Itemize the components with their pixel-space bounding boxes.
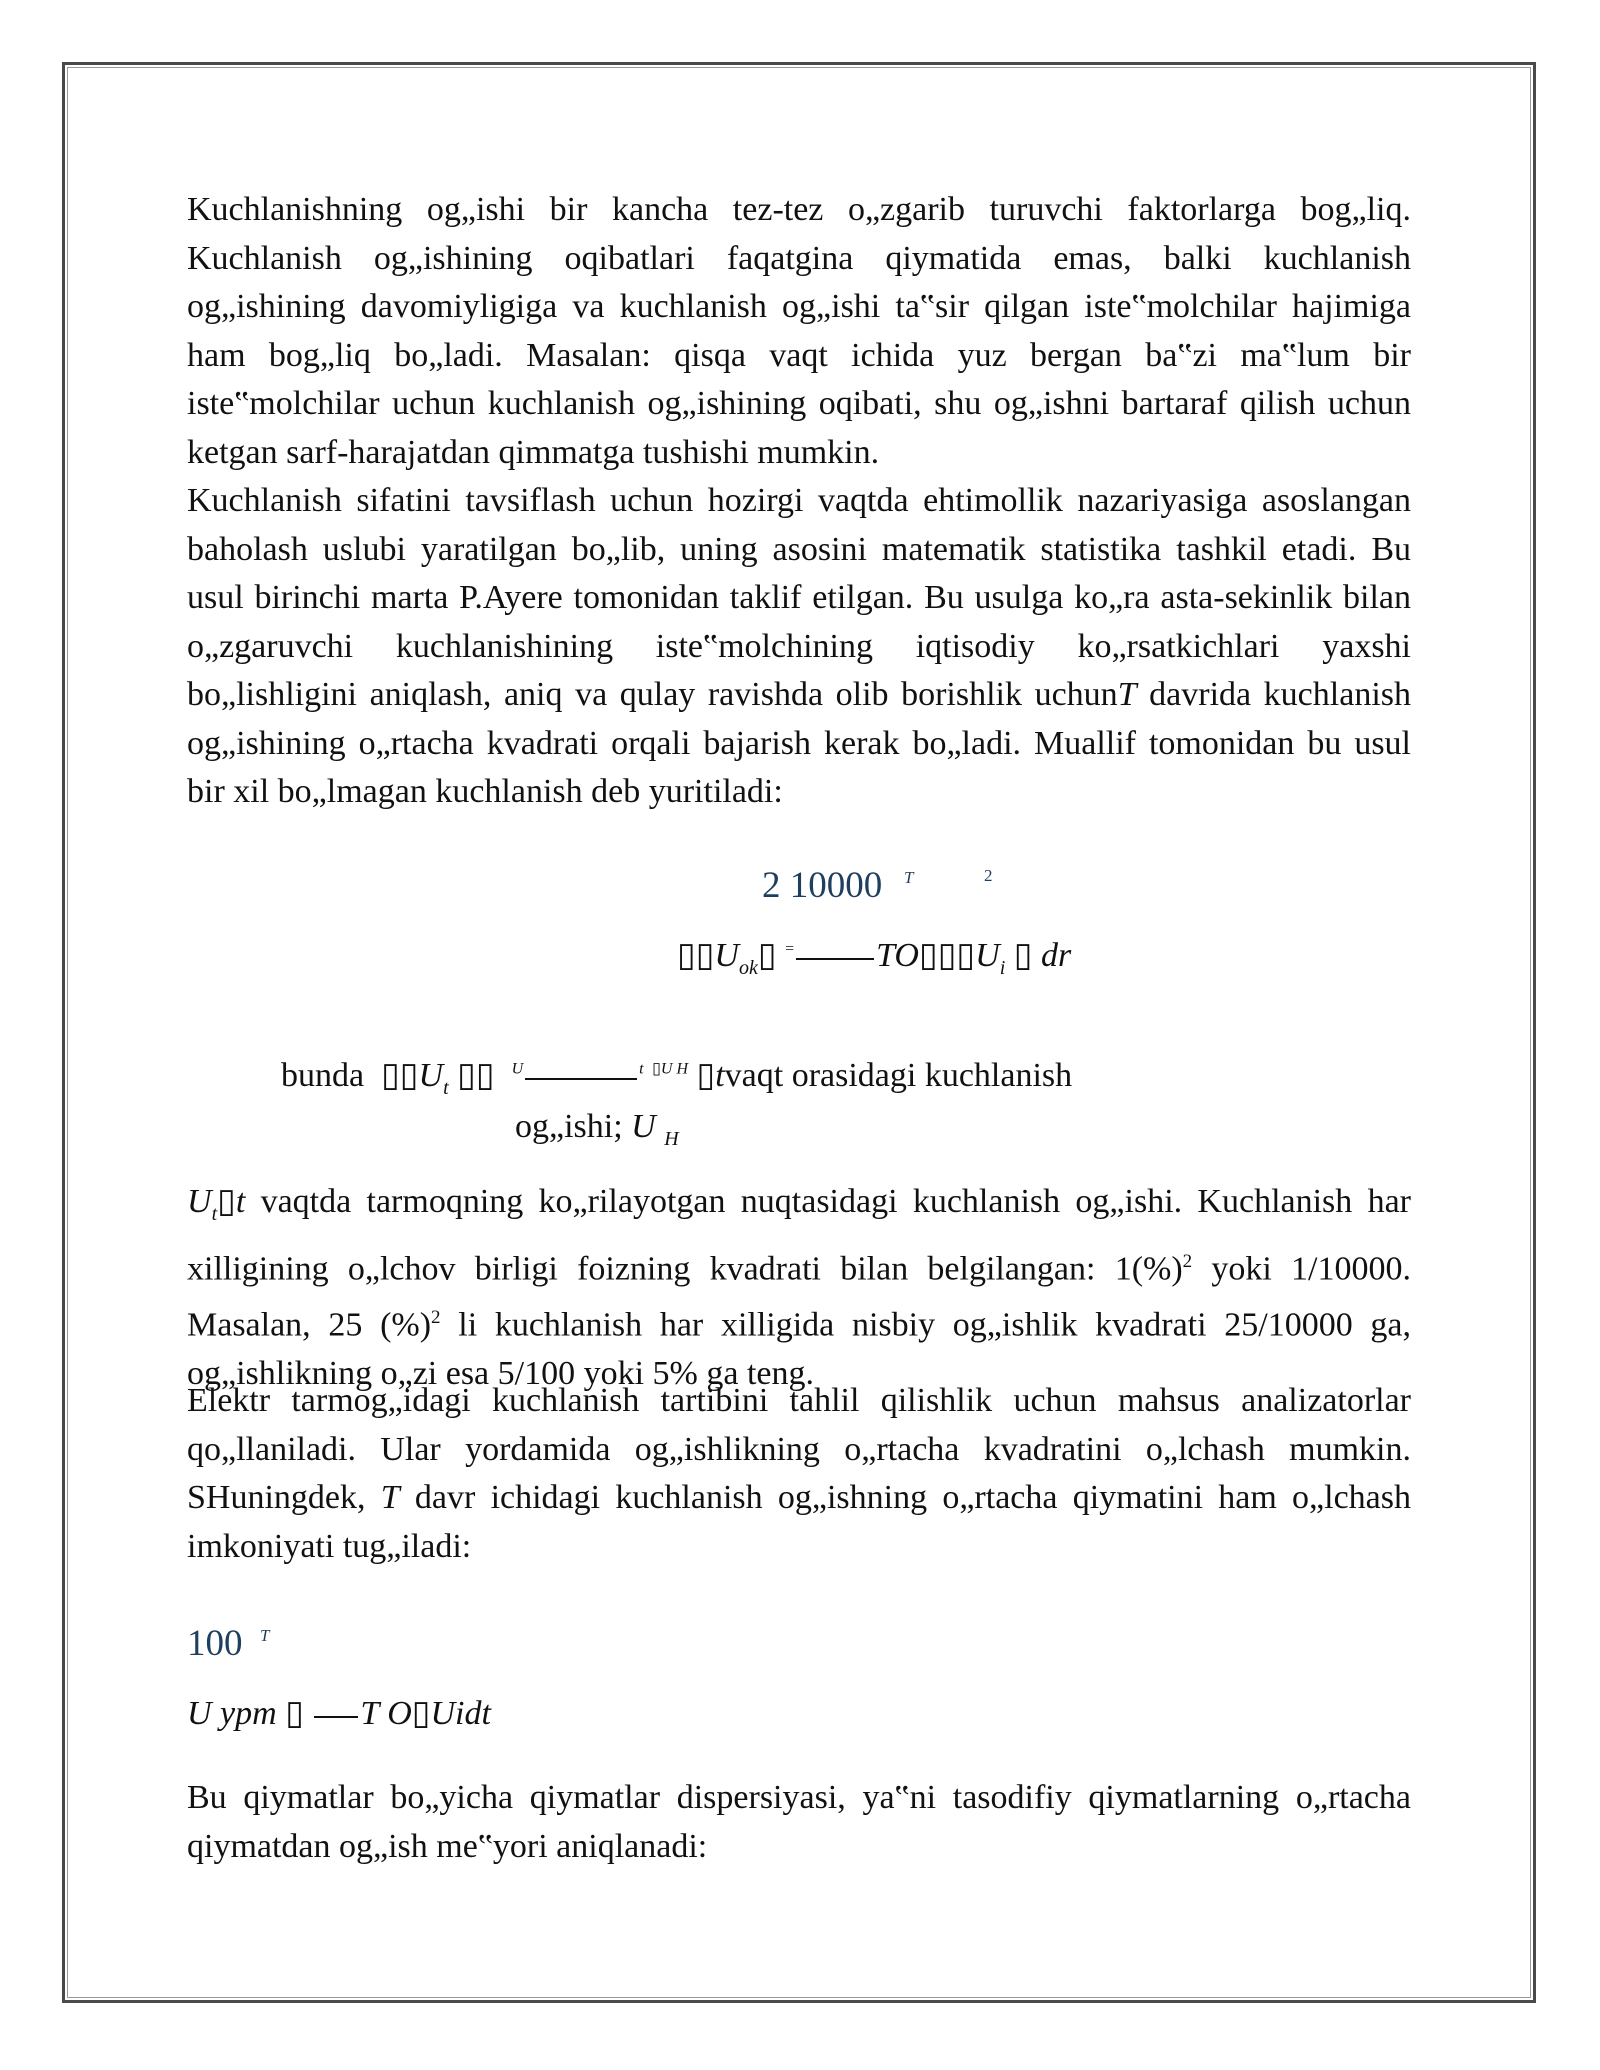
bunda-line-2-H: H <box>664 1127 679 1150</box>
formula-1-U: U <box>714 937 739 974</box>
bunda-tail: vaqt orasidagi kuchlanish <box>724 1057 1073 1094</box>
paragraph-2-T: T <box>1117 676 1137 713</box>
paragraph-1: Kuchlanishning og„ishi bir kancha tez-tez o„zgarib turuvchi faktorlarga bog„liq. Kuchlanish og„ishining oqibatlari faqatgina qiymatida emas, balki kuchlanish og„ishining davomiyligiga va kuchlanish og„ishi ta‟sir qilgan iste‟molchilar hajimiga ham bog„liq bo„ladi. Masalan: qisqa vaqt ichida yuz bergan ba‟zi ma‟lum bir iste‟molchilar uchun kuchlanish og„ishining oqibati, shu og„ishni bartaraf qilish uchun ketgan sarf-harajatdan qimmatga tushishi mumkin. <box>187 191 1411 471</box>
paragraph-4-text-b: davr ichidagi kuchlanish og„ishning o„rtacha qiymatini ham o„lchash imkoniyati tug„iladi: <box>187 1479 1411 1565</box>
formula-1-Ui-sub: i <box>999 956 1006 979</box>
paragraph-3-sup-2: 2 <box>431 1307 441 1329</box>
formula-2-top-T: T <box>260 1626 270 1645</box>
bunda-UH: U H <box>660 1060 688 1078</box>
paragraph-3-sup-1: 2 <box>1182 1251 1193 1273</box>
bunda-line: bunda $▯▯U_t$ ▯▯ $^U$ $^t$ $^{▯U H}$ ▯tvaqt orasidagi kuchlanish <box>281 1057 1073 1099</box>
formula-1-Ui: U <box>975 937 1000 974</box>
bunda-t-small: t <box>639 1060 644 1078</box>
paragraph-5: Bu qiymatlar bo„yicha qiymatlar dispersiyasi, ya‟ni tasodifiy qiymatlarning o„rtacha qiymatdan og„ish me‟yori aniqlanadi: <box>187 1779 1411 1865</box>
bunda-frac-U: U <box>511 1060 524 1078</box>
formula-2-top: 100 <box>187 1623 243 1664</box>
formula-1-fraction-bar <box>796 957 874 960</box>
paragraph-2-text-a: Kuchlanish sifatini tavsiflash uchun hozirgi vaqtda ehtimollik nazariyasiga asoslangan baholash uslubi yaratilgan bo„lib, uning asosini matematik statistika tashkil etadi. Bu usul birinchi marta P.Ayere tomonidan taklif etilgan. Bu usulga ko„ra asta-sekinlik bilan o„zgaruvchi kuchlanishining iste‟molchining iqtisodiy ko„rsatkichlari yaxshi bo„lishligini aniqlash, aniq va qulay ravishda olib borishlik uchun <box>187 482 1411 713</box>
bunda-line-2-text: og„ishi; <box>515 1108 632 1145</box>
bunda-U: U <box>418 1057 444 1094</box>
formula-2-fraction-bar <box>314 1715 358 1718</box>
paragraph-2 <box>187 477 1411 817</box>
paragraph-3-U-sub: t <box>211 1202 218 1225</box>
paragraph-3-text-a: vaqtda tarmoqning ko„rilayotgan nuqtasidagi kuchlanish og„ishi. Kuchlanish har xilligining o„lchov birligi foizning kvadrati bilan belgilangan: 1(%) <box>187 1183 1411 1288</box>
bunda-U-sub: t <box>443 1076 449 1099</box>
bunda-line-2 <box>515 1108 679 1151</box>
formula-2-lhs: U ypm <box>187 1695 277 1732</box>
paragraph-3-t: t <box>235 1183 246 1220</box>
formula-1-TO: TO <box>876 937 919 974</box>
paragraph-3-text-c: li kuchlanish har xilligida nisbiy og„ishlik kvadrati 25/10000 ga, og„ishlikning o„zi esa 5/100 yoki 5% ga teng. <box>187 1306 1411 1392</box>
bunda-line-2-U: U <box>631 1108 656 1145</box>
paragraph-3-U: U <box>187 1183 212 1220</box>
bunda-word: bunda <box>281 1057 365 1094</box>
formula-1-U-sub: ok <box>738 956 758 979</box>
formula-1-dr: dr <box>1040 937 1072 974</box>
formula-2-line: U ypm ▯ T O▯Uidt <box>187 1695 491 1732</box>
formula-1-line: $▯▯U_{ok}▯$ = $TO▯▯▯U_i$ ▯ dr <box>677 937 1072 979</box>
formula-2-TO: T O <box>360 1695 412 1732</box>
formula-1-top-2: 2 <box>984 866 993 885</box>
formula-2-Uidt: Uidt <box>430 1695 491 1732</box>
formula-1-top: 2 10000 <box>762 865 883 906</box>
paragraph-4-T: T <box>380 1479 400 1516</box>
paragraph-4 <box>187 1377 1411 1571</box>
bunda-fraction-bar <box>525 1077 637 1080</box>
formula-1-eq: = <box>785 940 795 958</box>
paragraph-4-text-a: Elektr tarmog„idagi kuchlanish tartibini tahlil qilishlik uchun mahsus analizatorlar qo„llaniladi. Ular yordamida og„ishlikning o„rtacha kvadratini o„lchash mumkin. SHuningdek, <box>187 1382 1411 1516</box>
paragraph-3-text-b: yoki 1/10000. Masalan, 25 (%) <box>187 1250 1411 1344</box>
paragraph-3: $U_t▯t$ vaqtda tarmoqning ko„rilayotgan nuqtasidagi kuchlanish og„ishi. Kuchlanish har xilligining o„lchov birligi foizning kvadrati bilan belgilangan: 1(%)$^2$ yoki 1/10000. Masalan, 25 (%)$^2$ li kuchlanish har xilligida nisbiy og„ishlik kvadrati 25/10000 ga, og„ishlikning o„zi esa 5/100 yoki 5% ga teng. <box>187 1183 1411 1392</box>
bunda-t: t <box>715 1057 725 1094</box>
formula-1-top-T: T <box>904 868 914 887</box>
paragraph-2-text-b: davrida kuchlanish og„ishining o„rtacha kvadrati orqali bajarish kerak bo„ladi. Muallif tomonidan bu usul bir xil bo„lmagan kuchlanish deb yuritiladi: <box>187 676 1411 810</box>
